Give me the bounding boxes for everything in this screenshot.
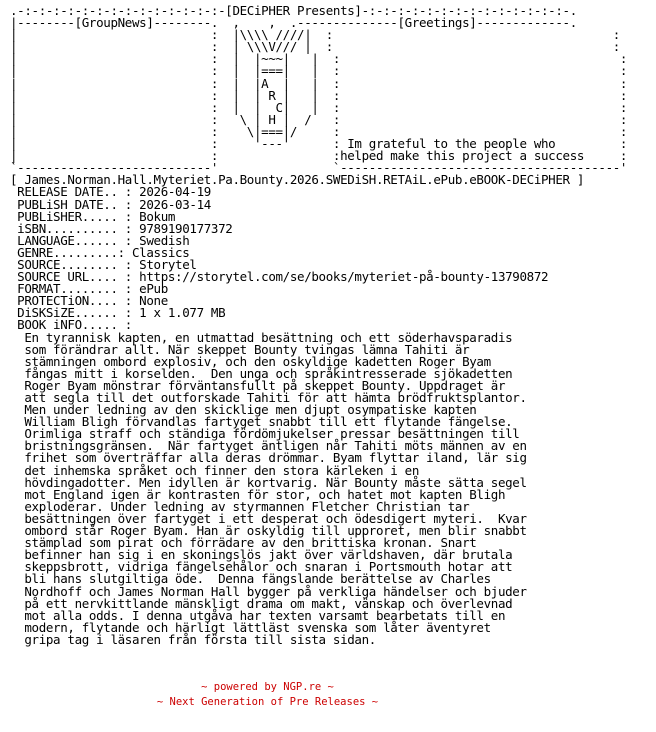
nfo-line: SOURCE........ : Storytel [10,256,197,272]
nfo-line: PUBLiSH DATE.. : 2026-03-14 [10,196,211,212]
nfo-line: [ James.Norman.Hall.Myteriet.Pa.Bounty.2026.SWEDiSH.RETAiL.ePub.eBOOK-DECiPHER ] [10,172,585,188]
nfo-line: | : | \\\V/// | : : [10,39,620,55]
nfo-line: exploderar. Under ledning av styrmannen Fletcher Christian tar [10,498,470,514]
nfo-line: En tyrannisk kapten, en utmattad besättning och ett söderhavsparadis [10,329,513,345]
nfo-line: befinner han sig i en skoningslös jakt över världshaven, där brutala [10,547,513,563]
nfo-line: stämplad som pirat och förrädare av den brittiska kronan. Snart [10,535,477,551]
nfo-line: | : | |A | | : : [10,75,628,91]
nfo-text-block [10,5,627,646]
nfo-line: bli hans slutgiltiga öde. Denna fängslande berättelse av Charles [10,571,491,587]
nfo-line: gripa tag i läsaren från första till sista sidan. [10,631,376,647]
nfo-line: modern, flytande och härligt lättläst svenska som låter äventyret [10,619,491,635]
nfo-line: att segla till det outforskade Tahiti för att hämta brödfruktsplantor. [10,390,527,405]
nfo-line: mot England igen är kontrasten för stor, och hatet mot kapten Bligh [10,486,506,502]
nfo-line: det inhemska språket och finner den stora kärleken i en [10,462,420,478]
nfo-line: skeppsbrott, vidriga fängelsehålor och snaran i Portsmouth hotar att [10,559,513,575]
nfo-line: |--------[GroupNews]--------. , , .--------------[Greetings]-------------. [10,15,577,31]
nfo-line: Nordhoff och James Norman Hall bygger på verkliga händelser och bjuder [10,583,527,599]
nfo-line: | : :helped make this project a success : [10,148,628,164]
nfo-line: Roger Byam mönstrar förväntansfullt på skeppet Bounty. Uppdraget är [10,377,506,393]
nfo-line: .-:-:-:-:-:-:-:-:-:-:-:-:-:-:-[DECiPHER Presents]-:-:-:-:-:-:-:-:-:-:-:-:-:-:-. [10,3,577,18]
nfo-line: LANGUAGE...... : Swedish [10,232,190,248]
nfo-line: GENRE.........: Classics [10,244,190,260]
nfo-line: | : | | C| | : : [10,99,628,115]
nfo-line: som förändrar allt. När skeppet Bounty tvingas lämna Tahiti är [10,341,470,357]
nfo-line: | : \|===|/ : : [10,123,628,139]
nfo-line: | : |\\\\ ////| : : [10,27,620,43]
nfo-line: | : | |===| | : : [10,63,628,79]
nfo-line: bristningsgränsen. När fartyget äntligen når Tahiti möts männen av en [10,438,527,454]
nfo-line: PROTECTiON.... : None [10,293,168,309]
nfo-line: frihet som överträffar alla deras drömmar. Byam flyttar iland, lär sig [10,450,527,466]
nfo-line: mot alla odds. I denna utgåva har texten varsamt bearbetats till en [10,607,506,623]
nfo-line: Men under ledning av den skicklige men djupt osympatiske kapten [10,402,477,418]
nfo-line: PUBLiSHER..... : Bokum [10,208,176,224]
nfo-line: Orimliga straff och ständiga fördömjukelser pressar besättningen till [10,426,520,442]
nfo-line: stämningen ombord explosiv, och den oskyldige kadetten Roger Byam [10,353,491,369]
nfo-line: RELEASE DATE.. : 2026-04-19 [10,184,211,200]
nfo-line: DiSKSiZE...... : 1 x 1.077 MB [10,305,226,321]
nfo-line: | : \ | H | / : : [10,111,628,127]
nfo-line: BOOK iNFO..... : [10,317,132,333]
nfo-line: fångas mitt i korselden. Den unga och språkintresserade sjökadetten [10,365,513,381]
nfo-line: iSBN.......... : 9789190177372 [10,220,233,236]
nfo-line: på ett nervkittlande mänskligt drama om makt, vänskap och överlevnad [10,595,513,611]
nfo-line: besättningen över fartyget i ett desperat och ödesdigert myteri. Kvar [10,510,527,526]
nfo-line: | : | |~~~| | : : [10,51,628,67]
nfo-line: | : | | R | | : : [10,87,628,103]
footer-tagline: ~ Next Generation of Pre Releases ~ [156,696,379,708]
footer [0,680,535,710]
nfo-line: William Bligh förvandlas fartyget snabbt till ett flytande fängelse. [10,414,513,430]
footer-powered-by: ~ powered by NGP.re ~ [201,681,334,693]
nfo-line: hövdingadotter. Men idyllen är kortvarig. När Bounty måste sätta segel [10,474,527,490]
nfo-line: | : '---' : Im grateful to the people who : [10,136,628,152]
nfo-line: `---------------------------' `---------------------------------------' [10,160,628,176]
nfo-line: ombord står Roger Byam. Han är oskyldig till upproret, men blir snabbt [10,523,527,539]
nfo-line: FORMAT........ : ePub [10,281,168,297]
nfo-line: SOURCE URL.... : https://storytel.com/se/books/myteriet-på-bounty-13790872 [10,269,549,285]
